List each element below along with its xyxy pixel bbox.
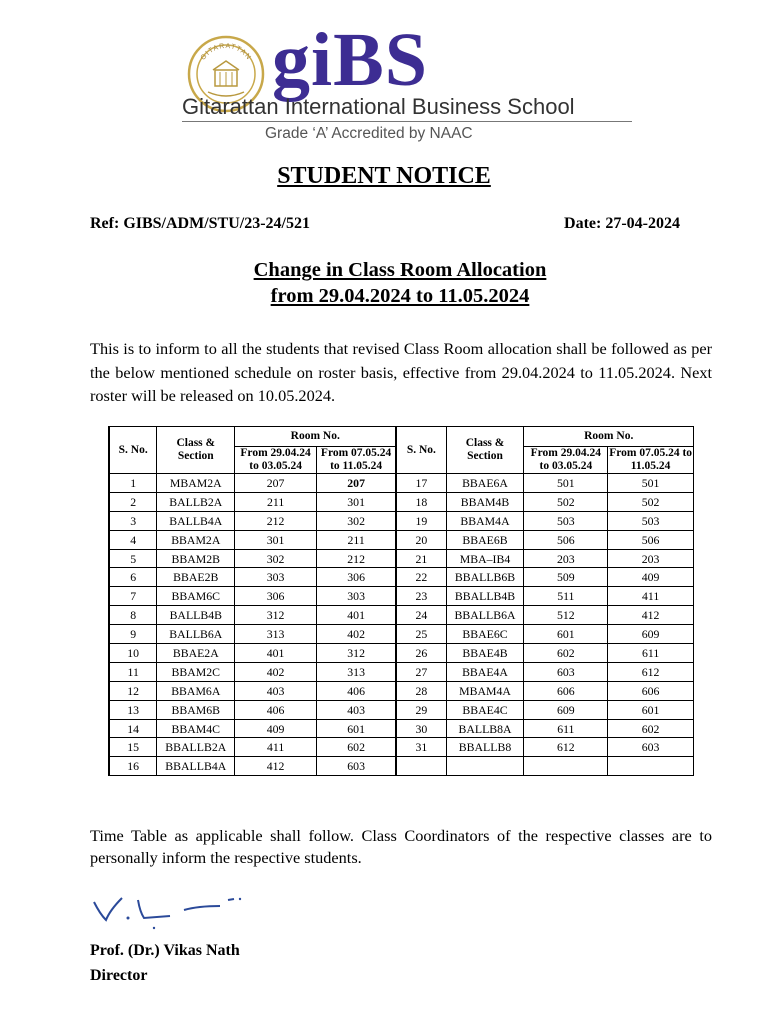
left-room1-cell: 312: [235, 606, 317, 625]
right-class-cell: [446, 757, 524, 776]
left-class-cell: MBAM2A: [157, 474, 235, 493]
right-sno-cell: 31: [396, 738, 446, 757]
reference-number: Ref: GIBS/ADM/STU/23-24/521: [90, 215, 310, 232]
right-sno-cell: 18: [396, 492, 446, 511]
left-class-cell: BBAE2B: [157, 568, 235, 587]
right-class-cell: BBALLB8: [446, 738, 524, 757]
right-room1-cell: 601: [524, 625, 608, 644]
right-class-cell: BBAE6B: [446, 530, 524, 549]
right-room2-cell: 601: [608, 700, 694, 719]
left-class-cell: BALLB6A: [157, 625, 235, 644]
right-room2-cell: 501: [608, 474, 694, 493]
right-sno-cell: 29: [396, 700, 446, 719]
left-room1-cell: 409: [235, 719, 317, 738]
table-row: [109, 474, 694, 493]
left-room1-cell: 211: [235, 492, 317, 511]
left-sno-cell: 11: [109, 662, 157, 681]
header-sno-left: S. No.: [109, 427, 157, 474]
left-room2-cell: 601: [316, 719, 396, 738]
left-room2-cell: 207: [316, 474, 396, 493]
right-room1-cell: [524, 757, 608, 776]
right-room1-cell: 602: [524, 644, 608, 663]
signer-block: [90, 938, 240, 988]
left-room1-cell: 313: [235, 625, 317, 644]
right-class-cell: BBAE4B: [446, 644, 524, 663]
left-room1-cell: 306: [235, 587, 317, 606]
header-from2-right: From 07.05.24 to 11.05.24: [609, 447, 693, 472]
right-room2-cell: 503: [608, 511, 694, 530]
left-room1-cell: 302: [235, 549, 317, 568]
left-sno-cell: 10: [109, 644, 157, 663]
right-room2-cell: 609: [608, 625, 694, 644]
right-sno-cell: 21: [396, 549, 446, 568]
left-class-cell: BALLB2A: [157, 492, 235, 511]
right-class-cell: BBAM4A: [446, 511, 524, 530]
right-room2-cell: 506: [608, 530, 694, 549]
right-sno-cell: 19: [396, 511, 446, 530]
header-from1-right: From 29.04.24 to 03.05.24: [524, 447, 608, 474]
right-class-cell: MBA–IB4: [446, 549, 524, 568]
right-class-cell: BBAE4C: [446, 700, 524, 719]
table-row: [109, 492, 694, 511]
right-room1-cell: 501: [524, 474, 608, 493]
left-room1-cell: 401: [235, 644, 317, 663]
room-allocation-table: [108, 426, 694, 776]
left-room2-cell: 603: [316, 757, 396, 776]
seal-text: GITARATTAN: [199, 42, 253, 62]
right-room2-cell: 502: [608, 492, 694, 511]
left-class-cell: BBAM6B: [157, 700, 235, 719]
header-room-right: Room No.: [524, 427, 694, 447]
left-sno-cell: 13: [109, 700, 157, 719]
left-room2-cell: 602: [316, 738, 396, 757]
right-room1-cell: 203: [524, 549, 608, 568]
left-room2-cell: 401: [316, 606, 396, 625]
right-class-cell: BALLB8A: [446, 719, 524, 738]
signer-title: Director: [90, 967, 148, 984]
table-row: [109, 757, 694, 776]
right-room2-cell: 412: [608, 606, 694, 625]
left-room2-cell: 302: [316, 511, 396, 530]
right-room2-cell: [608, 757, 694, 776]
left-room1-cell: 411: [235, 738, 317, 757]
left-room2-cell: 301: [316, 492, 396, 511]
left-room2-cell: 313: [316, 662, 396, 681]
table-row: [109, 606, 694, 625]
right-room1-cell: 606: [524, 681, 608, 700]
header-divider: [182, 121, 632, 122]
left-sno-cell: 5: [109, 549, 157, 568]
left-sno-cell: 8: [109, 606, 157, 625]
signer-name: Prof. (Dr.) Vikas Nath: [90, 942, 240, 959]
left-room1-cell: 207: [235, 474, 317, 493]
right-sno-cell: [396, 757, 446, 776]
right-sno-cell: 17: [396, 474, 446, 493]
left-room2-cell: 403: [316, 700, 396, 719]
left-room2-cell: 303: [316, 587, 396, 606]
left-room2-cell: 402: [316, 625, 396, 644]
table-row: [109, 662, 694, 681]
notice-title: STUDENT NOTICE: [277, 163, 491, 189]
right-sno-cell: 26: [396, 644, 446, 663]
left-class-cell: BBAM2B: [157, 549, 235, 568]
table-row: [109, 719, 694, 738]
right-class-cell: BBAE6C: [446, 625, 524, 644]
left-sno-cell: 12: [109, 681, 157, 700]
footer-note: Time Table as applicable shall follow. Class Coordinators of the respective classes are to personally inform the respective students.: [90, 826, 712, 867]
left-room2-cell: 406: [316, 681, 396, 700]
left-sno-cell: 7: [109, 587, 157, 606]
right-class-cell: BBALLB4B: [446, 587, 524, 606]
table-row: [109, 738, 694, 757]
left-room2-cell: 212: [316, 549, 396, 568]
right-room1-cell: 511: [524, 587, 608, 606]
right-room1-cell: 506: [524, 530, 608, 549]
right-class-cell: BBALLB6B: [446, 568, 524, 587]
left-class-cell: BBAM6A: [157, 681, 235, 700]
header-from2-left: From 07.05.24 to 11.05.24: [316, 447, 396, 474]
left-room1-cell: 406: [235, 700, 317, 719]
right-room1-cell: 609: [524, 700, 608, 719]
svg-text:GITARATTAN: [200, 43, 253, 62]
left-class-cell: BALLB4B: [157, 606, 235, 625]
left-room2-cell: 211: [316, 530, 396, 549]
notice-subtitle: [0, 257, 768, 309]
right-room1-cell: 502: [524, 492, 608, 511]
right-class-cell: BBAM4B: [446, 492, 524, 511]
left-class-cell: BBALLB4A: [157, 757, 235, 776]
right-sno-cell: 24: [396, 606, 446, 625]
left-class-cell: BBAM2C: [157, 662, 235, 681]
right-sno-cell: 28: [396, 681, 446, 700]
right-sno-cell: 23: [396, 587, 446, 606]
right-room2-cell: 612: [608, 662, 694, 681]
left-room1-cell: 412: [235, 757, 317, 776]
right-room2-cell: 606: [608, 681, 694, 700]
header-room-left: Room No.: [235, 427, 397, 447]
right-room2-cell: 603: [608, 738, 694, 757]
table-row: [109, 530, 694, 549]
right-class-cell: BBAE4A: [446, 662, 524, 681]
school-name: Gitarattan International Business School: [182, 94, 575, 119]
left-sno-cell: 4: [109, 530, 157, 549]
header-sno-right: S. No.: [396, 427, 446, 474]
table-row: [109, 625, 694, 644]
accreditation-line: Grade ‘A’ Accredited by NAAC: [265, 125, 473, 142]
right-room2-cell: 409: [608, 568, 694, 587]
left-sno-cell: 2: [109, 492, 157, 511]
left-sno-cell: 15: [109, 738, 157, 757]
right-sno-cell: 25: [396, 625, 446, 644]
left-sno-cell: 16: [109, 757, 157, 776]
subtitle-line-2: from 29.04.2024 to 11.05.2024: [270, 285, 530, 307]
left-class-cell: BBAM2A: [157, 530, 235, 549]
intro-paragraph: This is to inform to all the students that revised Class Room allocation shall be followed as per the below mentioned schedule on roster basis, effective from 29.04.2024 to 11.05.2024. Next roster will be released on 10.05.2024.: [90, 339, 712, 405]
left-class-cell: BBAM4C: [157, 719, 235, 738]
left-class-cell: BALLB4A: [157, 511, 235, 530]
right-class-cell: MBAM4A: [446, 681, 524, 700]
left-room1-cell: 212: [235, 511, 317, 530]
right-room1-cell: 503: [524, 511, 608, 530]
left-room1-cell: 301: [235, 530, 317, 549]
table-row: [109, 549, 694, 568]
right-class-cell: BBALLB6A: [446, 606, 524, 625]
left-room1-cell: 402: [235, 662, 317, 681]
director-signature: [88, 884, 248, 934]
header-class-left: Class & Section: [157, 427, 235, 474]
right-room2-cell: 611: [608, 644, 694, 663]
right-sno-cell: 30: [396, 719, 446, 738]
right-room1-cell: 512: [524, 606, 608, 625]
table-row: [109, 681, 694, 700]
right-class-cell: BBAE6A: [446, 474, 524, 493]
left-sno-cell: 14: [109, 719, 157, 738]
right-room2-cell: 203: [608, 549, 694, 568]
right-room1-cell: 603: [524, 662, 608, 681]
table-row: [109, 700, 694, 719]
header-from1-left: From 29.04.24 to 03.05.24: [235, 447, 317, 474]
left-class-cell: BBALLB2A: [157, 738, 235, 757]
left-room1-cell: 303: [235, 568, 317, 587]
right-room1-cell: 611: [524, 719, 608, 738]
left-sno-cell: 3: [109, 511, 157, 530]
table-row: [109, 587, 694, 606]
left-sno-cell: 6: [109, 568, 157, 587]
left-sno-cell: 9: [109, 625, 157, 644]
right-sno-cell: 22: [396, 568, 446, 587]
table-row: [109, 568, 694, 587]
table-row: [109, 644, 694, 663]
right-room2-cell: 602: [608, 719, 694, 738]
subtitle-line-1: Change in Class Room Allocation: [253, 259, 547, 281]
left-class-cell: BBAM6C: [157, 587, 235, 606]
left-room1-cell: 403: [235, 681, 317, 700]
brand-logo-text: giBS: [272, 18, 429, 102]
right-room2-cell: 411: [608, 587, 694, 606]
right-room1-cell: 509: [524, 568, 608, 587]
notice-date: Date: 27-04-2024: [564, 215, 680, 232]
right-room1-cell: 612: [524, 738, 608, 757]
right-sno-cell: 20: [396, 530, 446, 549]
left-sno-cell: 1: [109, 474, 157, 493]
left-room2-cell: 312: [316, 644, 396, 663]
left-class-cell: BBAE2A: [157, 644, 235, 663]
table-row: [109, 511, 694, 530]
right-sno-cell: 27: [396, 662, 446, 681]
header-class-right: Class & Section: [446, 427, 524, 474]
left-room2-cell: 306: [316, 568, 396, 587]
